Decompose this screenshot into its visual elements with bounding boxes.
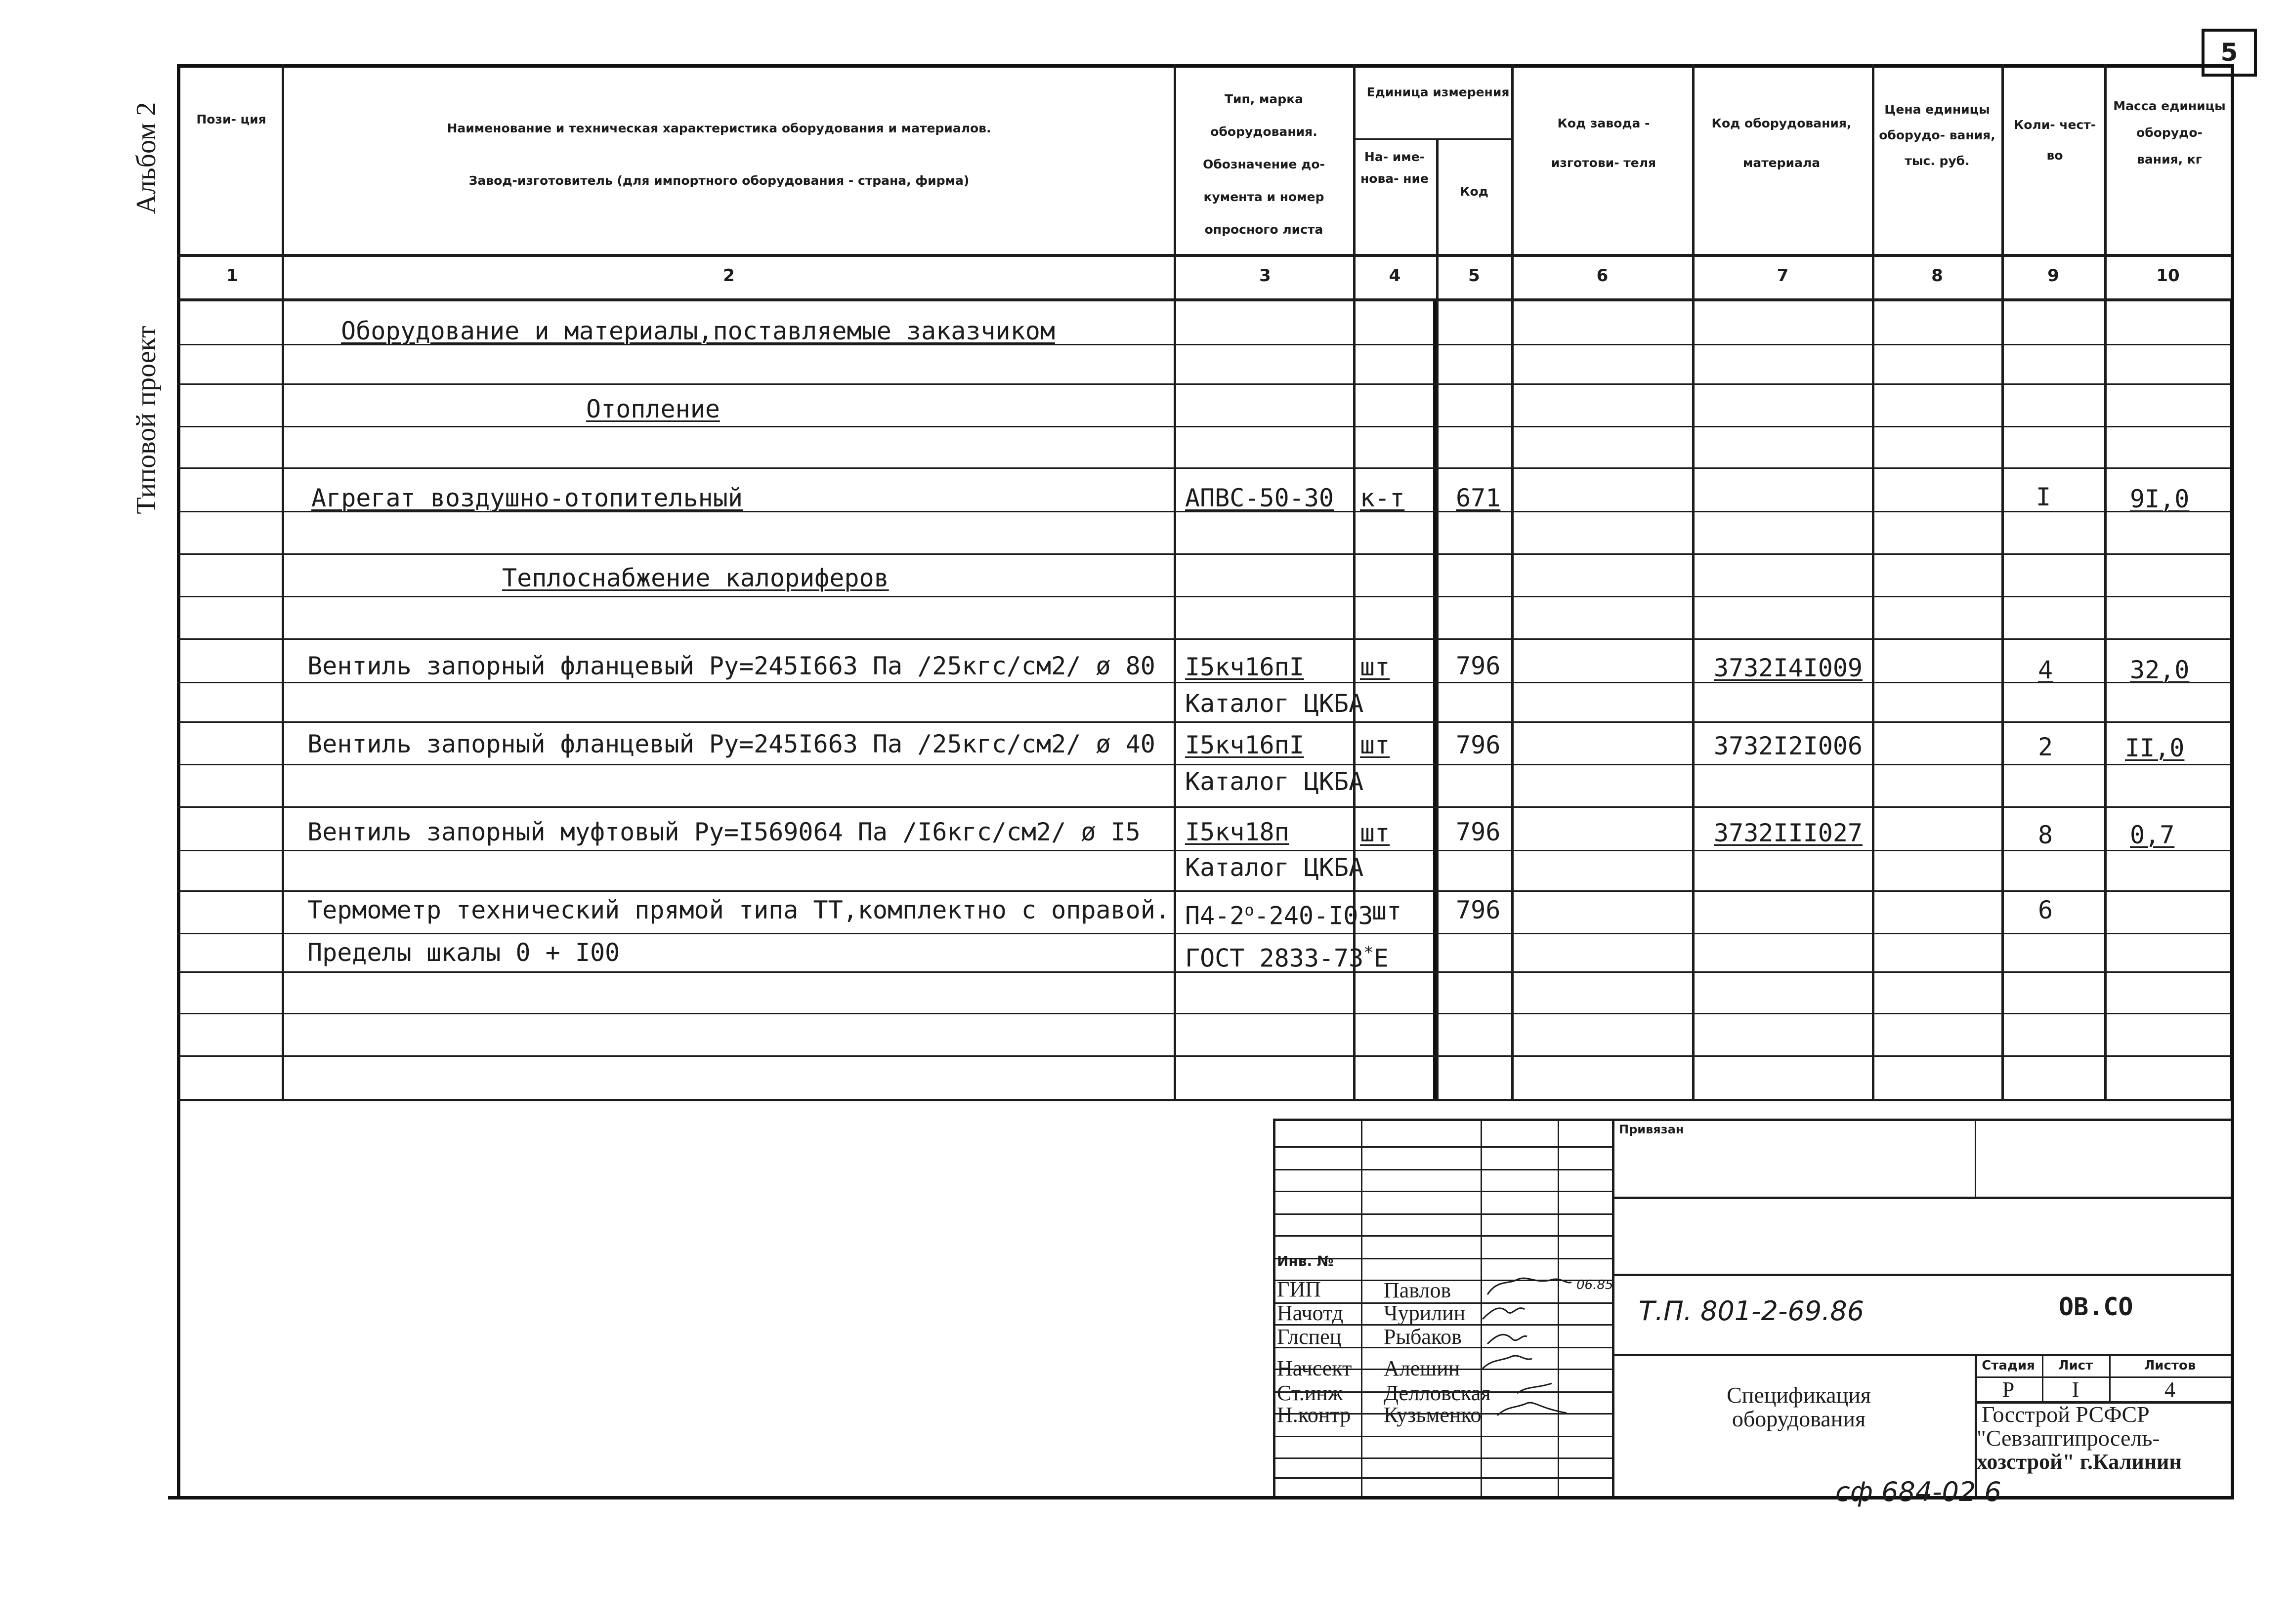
stamp-row-line [1273, 1477, 1612, 1479]
row-line [177, 890, 2231, 892]
stamp-role-nkontr: Н.контр [1277, 1403, 1351, 1427]
valve2-name: Вентиль запорный фланцевый Ру=245I663 Па /25кгс/см2/ ø 40 [307, 730, 1155, 758]
stamp-sheets-label: Листов [2144, 1358, 2196, 1373]
stamp-row-line [1273, 1146, 1612, 1148]
row-line [177, 1055, 2231, 1057]
stamp-sheet-label: Лист [2058, 1358, 2093, 1373]
stamp-bound-label: Привязан [1619, 1123, 1684, 1136]
row-line [177, 426, 2231, 427]
valve2-type: I5кч16пI [1185, 731, 1304, 759]
thermometer-gost-sup: * [1363, 943, 1374, 962]
valve2-mass: II,0 [2125, 734, 2185, 762]
colnum-10: 10 [2156, 266, 2180, 286]
valve1-name: Вентиль запорный фланцевый Ру=245I663 Па /25кгс/см2/ ø 80 [307, 652, 1155, 680]
header-type: Тип, марка оборудования. Обозначение до- кумента и номер опросного листа [1203, 92, 1325, 237]
colnum-2: 2 [723, 266, 735, 286]
header-unit-group: Единица измерения [1366, 85, 1510, 99]
stamp-row-line [1273, 1235, 1612, 1237]
row-line [177, 764, 2231, 765]
valve1-catalog: Каталог ЦКБА [1185, 689, 1364, 718]
stamp-row-line [1273, 1191, 1612, 1192]
row-line [177, 467, 2231, 469]
aggregate-unit: к-т [1360, 484, 1405, 512]
stamp-name-kuzmenko: Кузьменко [1384, 1403, 1482, 1427]
valve3-code: 796 [1456, 818, 1501, 846]
stamp-org-line2: "Севзапгипросель- [1977, 1425, 2160, 1451]
thermometer-type-b: -240-I03 [1254, 901, 1373, 930]
stamp-row-line [1273, 1213, 1612, 1215]
valve3-qty: 8 [2038, 821, 2053, 849]
row-line [177, 553, 2231, 555]
stamp-inv-label: Инв. № [1277, 1253, 1334, 1269]
stamp-name-dellovskaya: Делловская [1384, 1381, 1491, 1405]
aggregate-qty: I [2036, 483, 2051, 511]
stamp-designation: Т.П. 801-2-69.86 [1639, 1295, 1865, 1327]
stamp-right-line [1612, 1274, 2231, 1276]
valve1-unit: шт [1360, 653, 1390, 681]
valve3-mass: 0,7 [2130, 821, 2175, 849]
header-position: Пози- ция [196, 112, 266, 126]
stamp-mark: ОВ.СО [2059, 1292, 2133, 1321]
valve3-name: Вентиль запорный муфтовый Ру=I569064 Па /I6кгс/см2/ ø I5 [307, 818, 1141, 846]
valve2-code: 796 [1456, 731, 1501, 759]
signature-marks [1478, 1265, 1626, 1433]
valve2-unit: шт [1360, 731, 1390, 759]
signature-icon [1483, 1278, 1571, 1416]
thermometer-unit: шт [1372, 897, 1402, 925]
stamp-org-line3: хозстрой" г.Калинин [1977, 1450, 2182, 1474]
header-price: Цена единицы оборудо- вания, тыс. руб. [1879, 102, 1995, 168]
row-line [177, 1013, 2231, 1014]
thermometer-gost-b: Е [1373, 944, 1389, 973]
stamp-stage-value: Р [2002, 1377, 2015, 1402]
row-line [177, 383, 2231, 385]
aggregate-name: Агрегат воздушно-отопительный [311, 484, 743, 512]
table-bottom-line [177, 1099, 2231, 1101]
stamp-col-line [1975, 1119, 1976, 1197]
stamp-top-line [1273, 1119, 2231, 1121]
table-top-border [177, 64, 2233, 68]
thermometer-type-sup: о [1244, 901, 1254, 919]
section-title-heat-supply: Теплоснабжение калориферов [502, 564, 889, 592]
valve1-code: 796 [1456, 652, 1501, 680]
project-label: Типовой проект [131, 326, 162, 514]
stamp-row-line [1273, 1457, 1612, 1459]
stamp-role-gip: ГИП [1277, 1277, 1321, 1301]
col-line-1 [282, 64, 284, 1099]
table-left-border [177, 64, 180, 1499]
valve1-equipment-code: 3732I4I009 [1714, 654, 1863, 682]
thermometer-type [1185, 895, 1373, 931]
stamp-role-glspec: Глспец [1277, 1325, 1342, 1349]
unit-group-line [1353, 138, 1511, 140]
header-name-line2: Завод-изготовитель (для импортного оборудования - страна, фирма) [468, 173, 970, 188]
header-equipment-code: Код оборудования, материала [1711, 116, 1852, 170]
stamp-date: 06.85 [1576, 1278, 1613, 1292]
stamp-title: Спецификация оборудования [1727, 1382, 1871, 1431]
colnum-4: 4 [1389, 266, 1401, 286]
row-line [177, 596, 2231, 597]
valve1-qty: 4 [2038, 656, 2053, 684]
header-bottom-line [177, 254, 2231, 257]
valve3-unit: шт [1360, 819, 1390, 847]
valve2-qty: 2 [2038, 733, 2053, 761]
valve2-equipment-code: 3732I2I006 [1714, 732, 1863, 760]
thermometer-type-a: П4-2 [1185, 901, 1245, 930]
stamp-role-stinzh: Ст.инж [1277, 1381, 1343, 1405]
aggregate-mass: 9I,0 [2130, 485, 2190, 513]
stamp-right-line [1612, 1197, 2231, 1199]
stamp-left-line [1273, 1119, 1275, 1496]
colnum-8: 8 [1931, 266, 1943, 286]
valve3-equipment-code: 3732III027 [1714, 819, 1863, 847]
thermometer-code: 796 [1456, 896, 1501, 924]
header-factory-code: Код завода - изготови- теля [1551, 116, 1656, 170]
stamp-role-nachsekt: Начсект [1277, 1356, 1352, 1380]
header-name-line1: Наименование и техническая характеристика оборудования и материалов. [447, 121, 991, 135]
stamp-row-line [1273, 1436, 1612, 1437]
colnum-3: 3 [1259, 266, 1271, 286]
data-area-bold-border [1433, 301, 2234, 1099]
stamp-sheets-value: 4 [2164, 1377, 2175, 1402]
valve3-type: I5кч18п [1185, 818, 1289, 846]
row-line [177, 638, 2231, 640]
footer-sheet-code: сф 684-02 6 [1835, 1476, 2001, 1507]
stamp-name-churilin: Чурилин [1384, 1301, 1466, 1325]
section-title-main: Оборудование и материалы,поставляемые заказчиком [341, 317, 1055, 345]
row-line [177, 850, 2231, 851]
stamp-role-nachotd: Начотд [1277, 1301, 1344, 1325]
album-label: Альбом 2 [131, 102, 162, 214]
valve3-catalog: Каталог ЦКБА [1185, 853, 1364, 882]
row-line [177, 721, 2231, 723]
stamp-org-line1: Госстрой РСФСР [1982, 1402, 2150, 1427]
col-line-2 [1174, 64, 1176, 1099]
colnum-6: 6 [1596, 266, 1609, 286]
colnum-9: 9 [2047, 266, 2059, 286]
colnum-5: 5 [1468, 266, 1480, 286]
header-unit-code: Код [1460, 184, 1488, 199]
thermometer-gost [1185, 938, 1389, 973]
colnum-7: 7 [1777, 266, 1789, 286]
sheet-number: 5 [2220, 38, 2238, 67]
thermometer-scale: Пределы шкалы 0 + I00 [307, 938, 620, 967]
row-line [177, 682, 2231, 683]
aggregate-code: 671 [1456, 484, 1501, 512]
stamp-name-rybakov: Рыбаков [1384, 1325, 1462, 1349]
stamp-stage-label: Стадия [1982, 1358, 2035, 1373]
valve2-catalog: Каталог ЦКБА [1185, 767, 1364, 796]
stamp-name-pavlov: Павлов [1384, 1278, 1451, 1302]
valve1-type: I5кч16пI [1185, 653, 1304, 681]
thermometer-name: Термометр технический прямой типа ТТ,комплектно с оправой. [307, 896, 1170, 924]
row-line [177, 806, 2231, 808]
header-mass: Масса единицы оборудо- вания, кг [2113, 99, 2226, 167]
valve1-mass: 32,0 [2130, 656, 2190, 684]
thermometer-qty: 6 [2038, 896, 2053, 924]
header-qty: Коли- чест- во [2013, 118, 2096, 163]
section-title-heating: Отопление [586, 395, 720, 423]
stamp-name-aleshin: Алешин [1384, 1356, 1460, 1380]
row-line [177, 933, 2231, 934]
stamp-row-line [1273, 1169, 1612, 1170]
aggregate-type: АПВС-50-30 [1185, 484, 1334, 512]
thermometer-gost-a: ГОСТ 2833-73 [1185, 944, 1364, 973]
stamp-sheet-value: I [2072, 1377, 2079, 1402]
header-unit-name: На- име- нова- ние [1360, 150, 1429, 186]
colnum-1: 1 [226, 266, 238, 286]
stamp-col-line [1361, 1119, 1362, 1496]
